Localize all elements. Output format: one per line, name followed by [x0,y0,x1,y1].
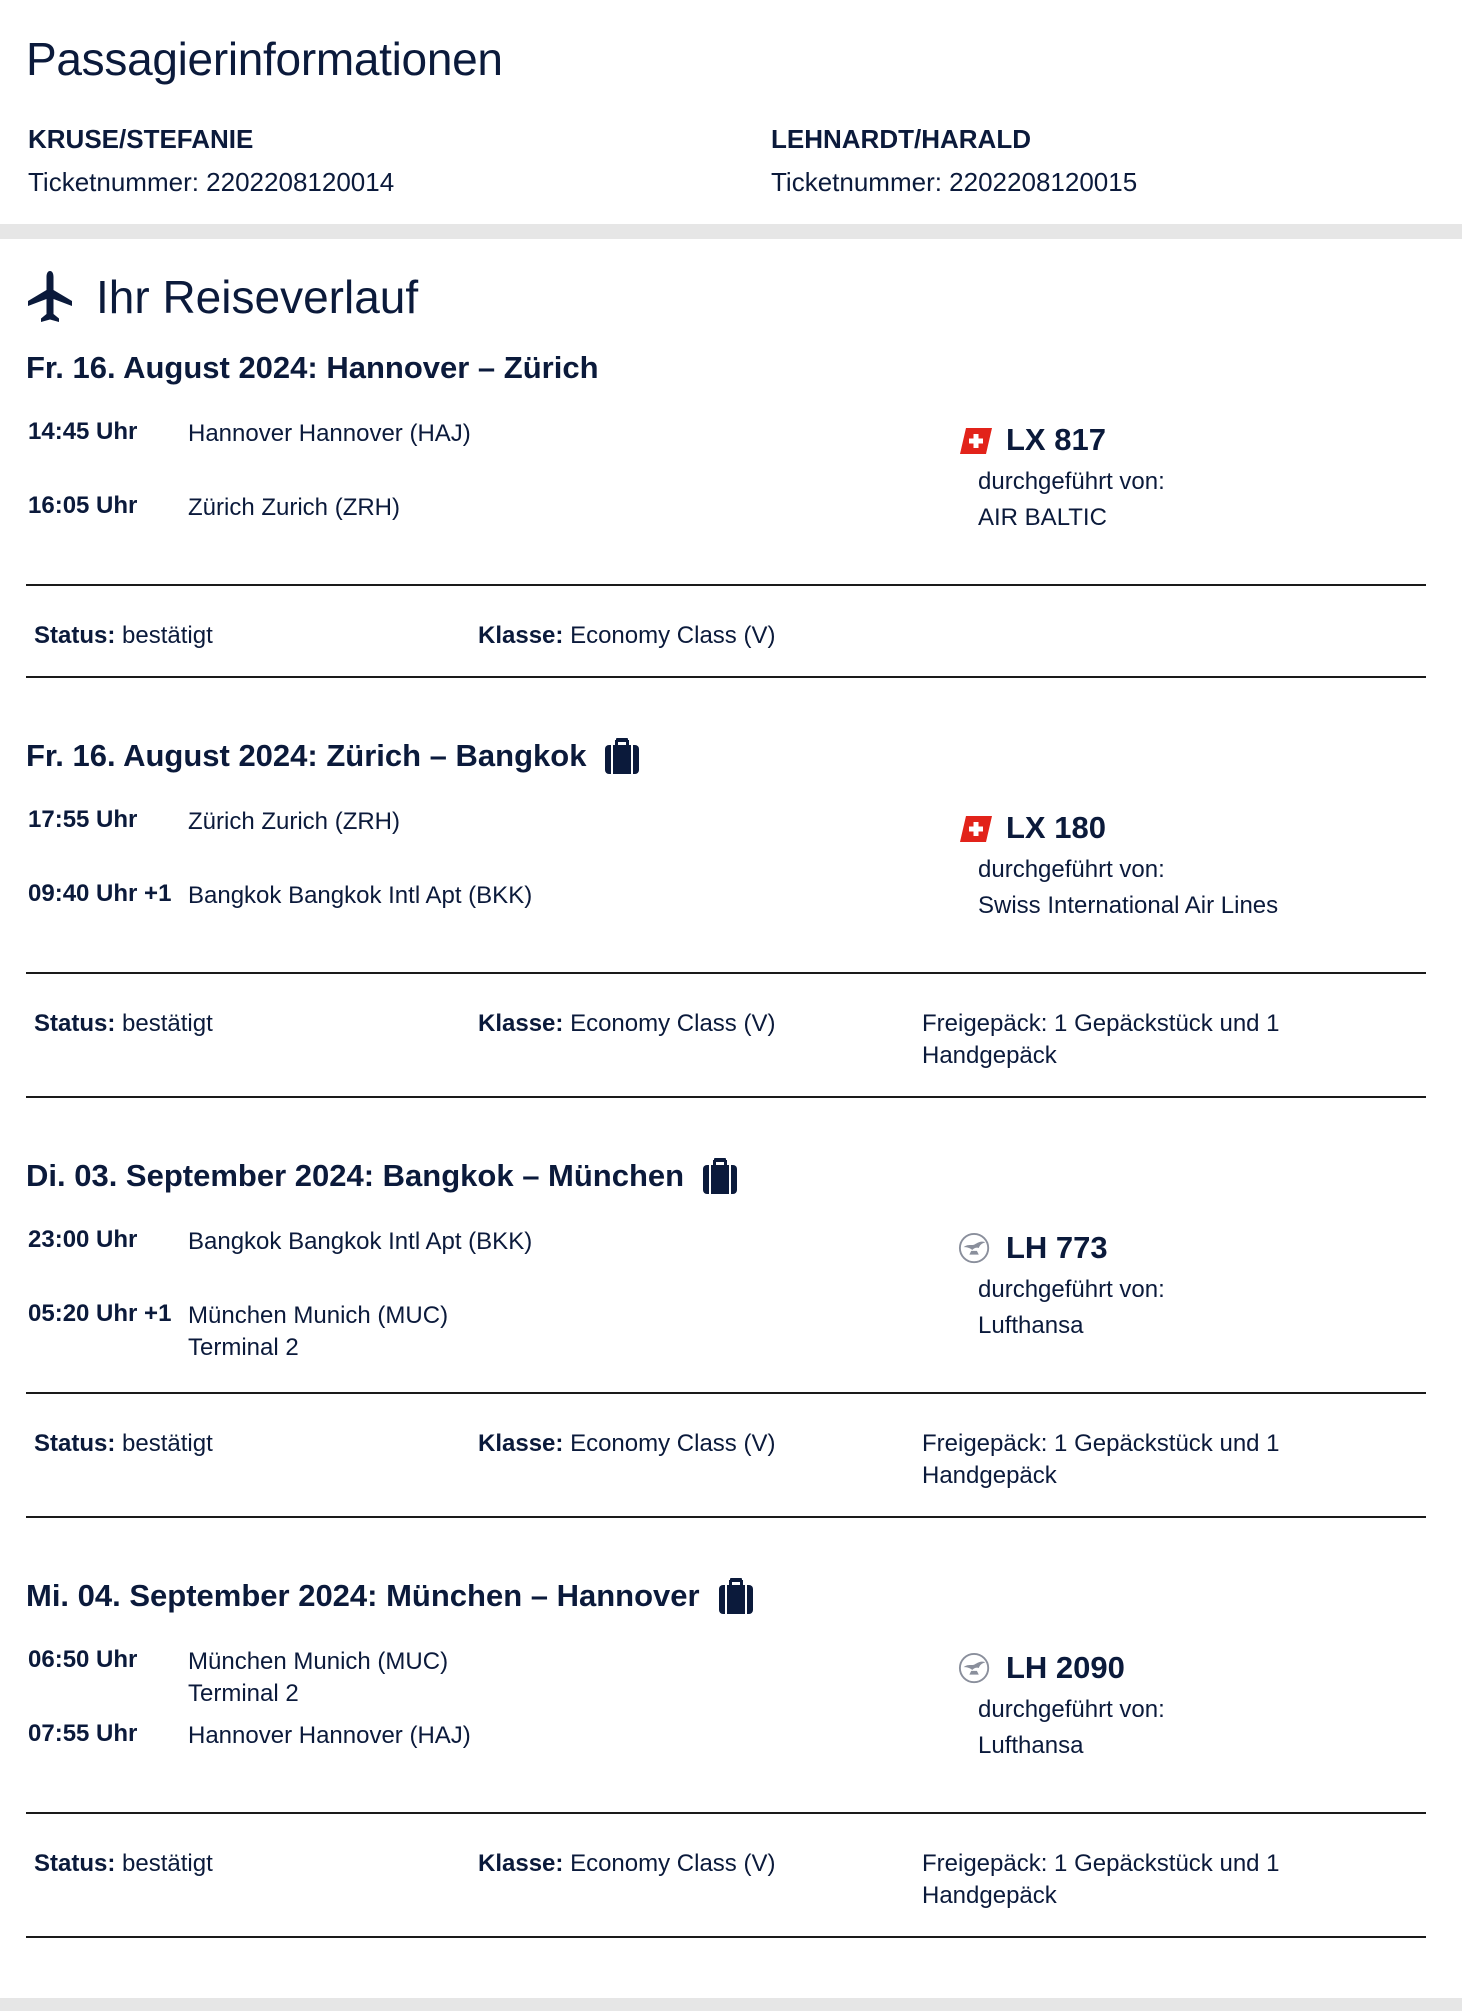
segment-title: Fr. 16. August 2024: Hannover – Zürich [26,350,599,385]
status-info [34,1008,213,1040]
arrival-time: 16:05 Uhr [28,492,138,519]
lufthansa-crane-icon [958,1652,992,1686]
operating-airline: Lufthansa [978,1312,1084,1339]
departure-terminal: Terminal 2 [188,1680,299,1707]
class-value: Economy Class (V) [570,1430,776,1457]
departure-time: 17:55 Uhr [28,806,138,833]
departure-time: 23:00 Uhr [28,1226,138,1253]
operated-by-label: durchgeführt von: [978,856,1165,883]
ticket-number: Ticketnummer: 2202208120014 [28,167,395,197]
class-label: Klasse: [478,1010,564,1037]
class-label: Klasse: [478,1850,564,1877]
segment-title: Di. 03. September 2024: Bangkok – München [26,1158,685,1193]
class-label: Klasse: [478,622,564,649]
divider-line [26,972,1426,974]
departure-place: Bangkok Bangkok Intl Apt (BKK) [188,1228,533,1255]
arrival-place: Hannover Hannover (HAJ) [188,1722,471,1749]
segment-heading [26,734,640,778]
class-info [478,1848,775,1880]
suitcase-icon [604,737,640,775]
status-label: Status: [34,1430,116,1457]
departure-place: Zürich Zurich (ZRH) [188,808,401,835]
suitcase-icon [702,1157,738,1195]
class-value: Economy Class (V) [570,1010,776,1037]
segment-title: Mi. 04. September 2024: München – Hannover [26,1578,700,1613]
operating-airline: AIR BALTIC [978,504,1107,531]
arrival-airport: München Munich (MUC) [188,1302,449,1329]
divider-line [26,1392,1426,1394]
status-label: Status: [34,1010,116,1037]
baggage-allowance: Freigepäck: 1 Gepäckstück und 1 Handgepäck [922,1430,1280,1489]
passenger-name: LEHNARDT/HARALD [771,124,1031,154]
arrival-time: 05:20 Uhr +1 [28,1300,172,1327]
passenger-name: KRUSE/STEFANIE [28,124,254,154]
lufthansa-crane-icon [958,1232,992,1266]
status-label: Status: [34,1850,116,1877]
divider-line [26,1096,1426,1098]
class-info [478,620,775,652]
passenger-info-section [0,0,1462,224]
operating-airline: Lufthansa [978,1732,1084,1759]
arrival-place [188,1300,448,1364]
status-value: bestätigt [122,1010,213,1037]
status-info [34,1848,213,1880]
itinerary-title: Ihr Reiseverlauf [96,271,419,323]
divider-line [26,1812,1426,1814]
class-value: Economy Class (V) [570,1850,776,1877]
arrival-place: Bangkok Bangkok Intl Apt (BKK) [188,882,533,909]
flight-number: LH 773 [1006,1230,1108,1265]
segment-heading [26,1574,754,1618]
departure-airport: München Munich (MUC) [188,1648,449,1675]
arrival-place: Zürich Zurich (ZRH) [188,494,401,521]
segment-heading [26,1154,738,1198]
segment-title: Fr. 16. August 2024: Zürich – Bangkok [26,738,587,773]
class-info [478,1428,775,1460]
flight-number: LX 817 [1006,422,1106,457]
passenger-card [771,124,1137,198]
divider-line [26,1936,1426,1938]
divider-line [26,676,1426,678]
arrival-time: 07:55 Uhr [28,1720,138,1747]
flight-number: LX 180 [1006,810,1106,845]
passenger-info-title: Passagierinformationen [26,33,503,85]
departure-place [188,1646,448,1710]
segment-heading [26,346,599,390]
airplane-icon [26,269,74,325]
status-info [34,1428,213,1460]
class-info [478,1008,775,1040]
class-value: Economy Class (V) [570,622,776,649]
status-info [34,620,213,652]
operating-airline: Swiss International Air Lines [978,892,1279,919]
departure-time: 06:50 Uhr [28,1646,138,1673]
status-label: Status: [34,622,116,649]
flight-number: LH 2090 [1006,1650,1125,1685]
status-value: bestätigt [122,622,213,649]
divider-line [26,584,1426,586]
swiss-logo-icon [958,426,994,456]
status-value: bestätigt [122,1850,213,1877]
divider-line [26,1516,1426,1518]
ticket-number: Ticketnummer: 2202208120015 [771,167,1138,197]
passenger-card [28,124,394,198]
status-value: bestätigt [122,1430,213,1457]
bottom-divider [0,1998,1462,2011]
operated-by-label: durchgeführt von: [978,1696,1165,1723]
arrival-time: 09:40 Uhr +1 [28,880,172,907]
departure-place: Hannover Hannover (HAJ) [188,420,471,447]
operated-by-label: durchgeführt von: [978,468,1165,495]
swiss-logo-icon [958,814,994,844]
itinerary-header [26,264,418,330]
class-label: Klasse: [478,1430,564,1457]
section-divider [0,224,1462,239]
suitcase-icon [718,1577,754,1615]
arrival-terminal: Terminal 2 [188,1334,299,1361]
operated-by-label: durchgeführt von: [978,1276,1165,1303]
baggage-allowance: Freigepäck: 1 Gepäckstück und 1 Handgepäck [922,1850,1280,1909]
departure-time: 14:45 Uhr [28,418,138,445]
baggage-allowance: Freigepäck: 1 Gepäckstück und 1 Handgepäck [922,1010,1280,1069]
